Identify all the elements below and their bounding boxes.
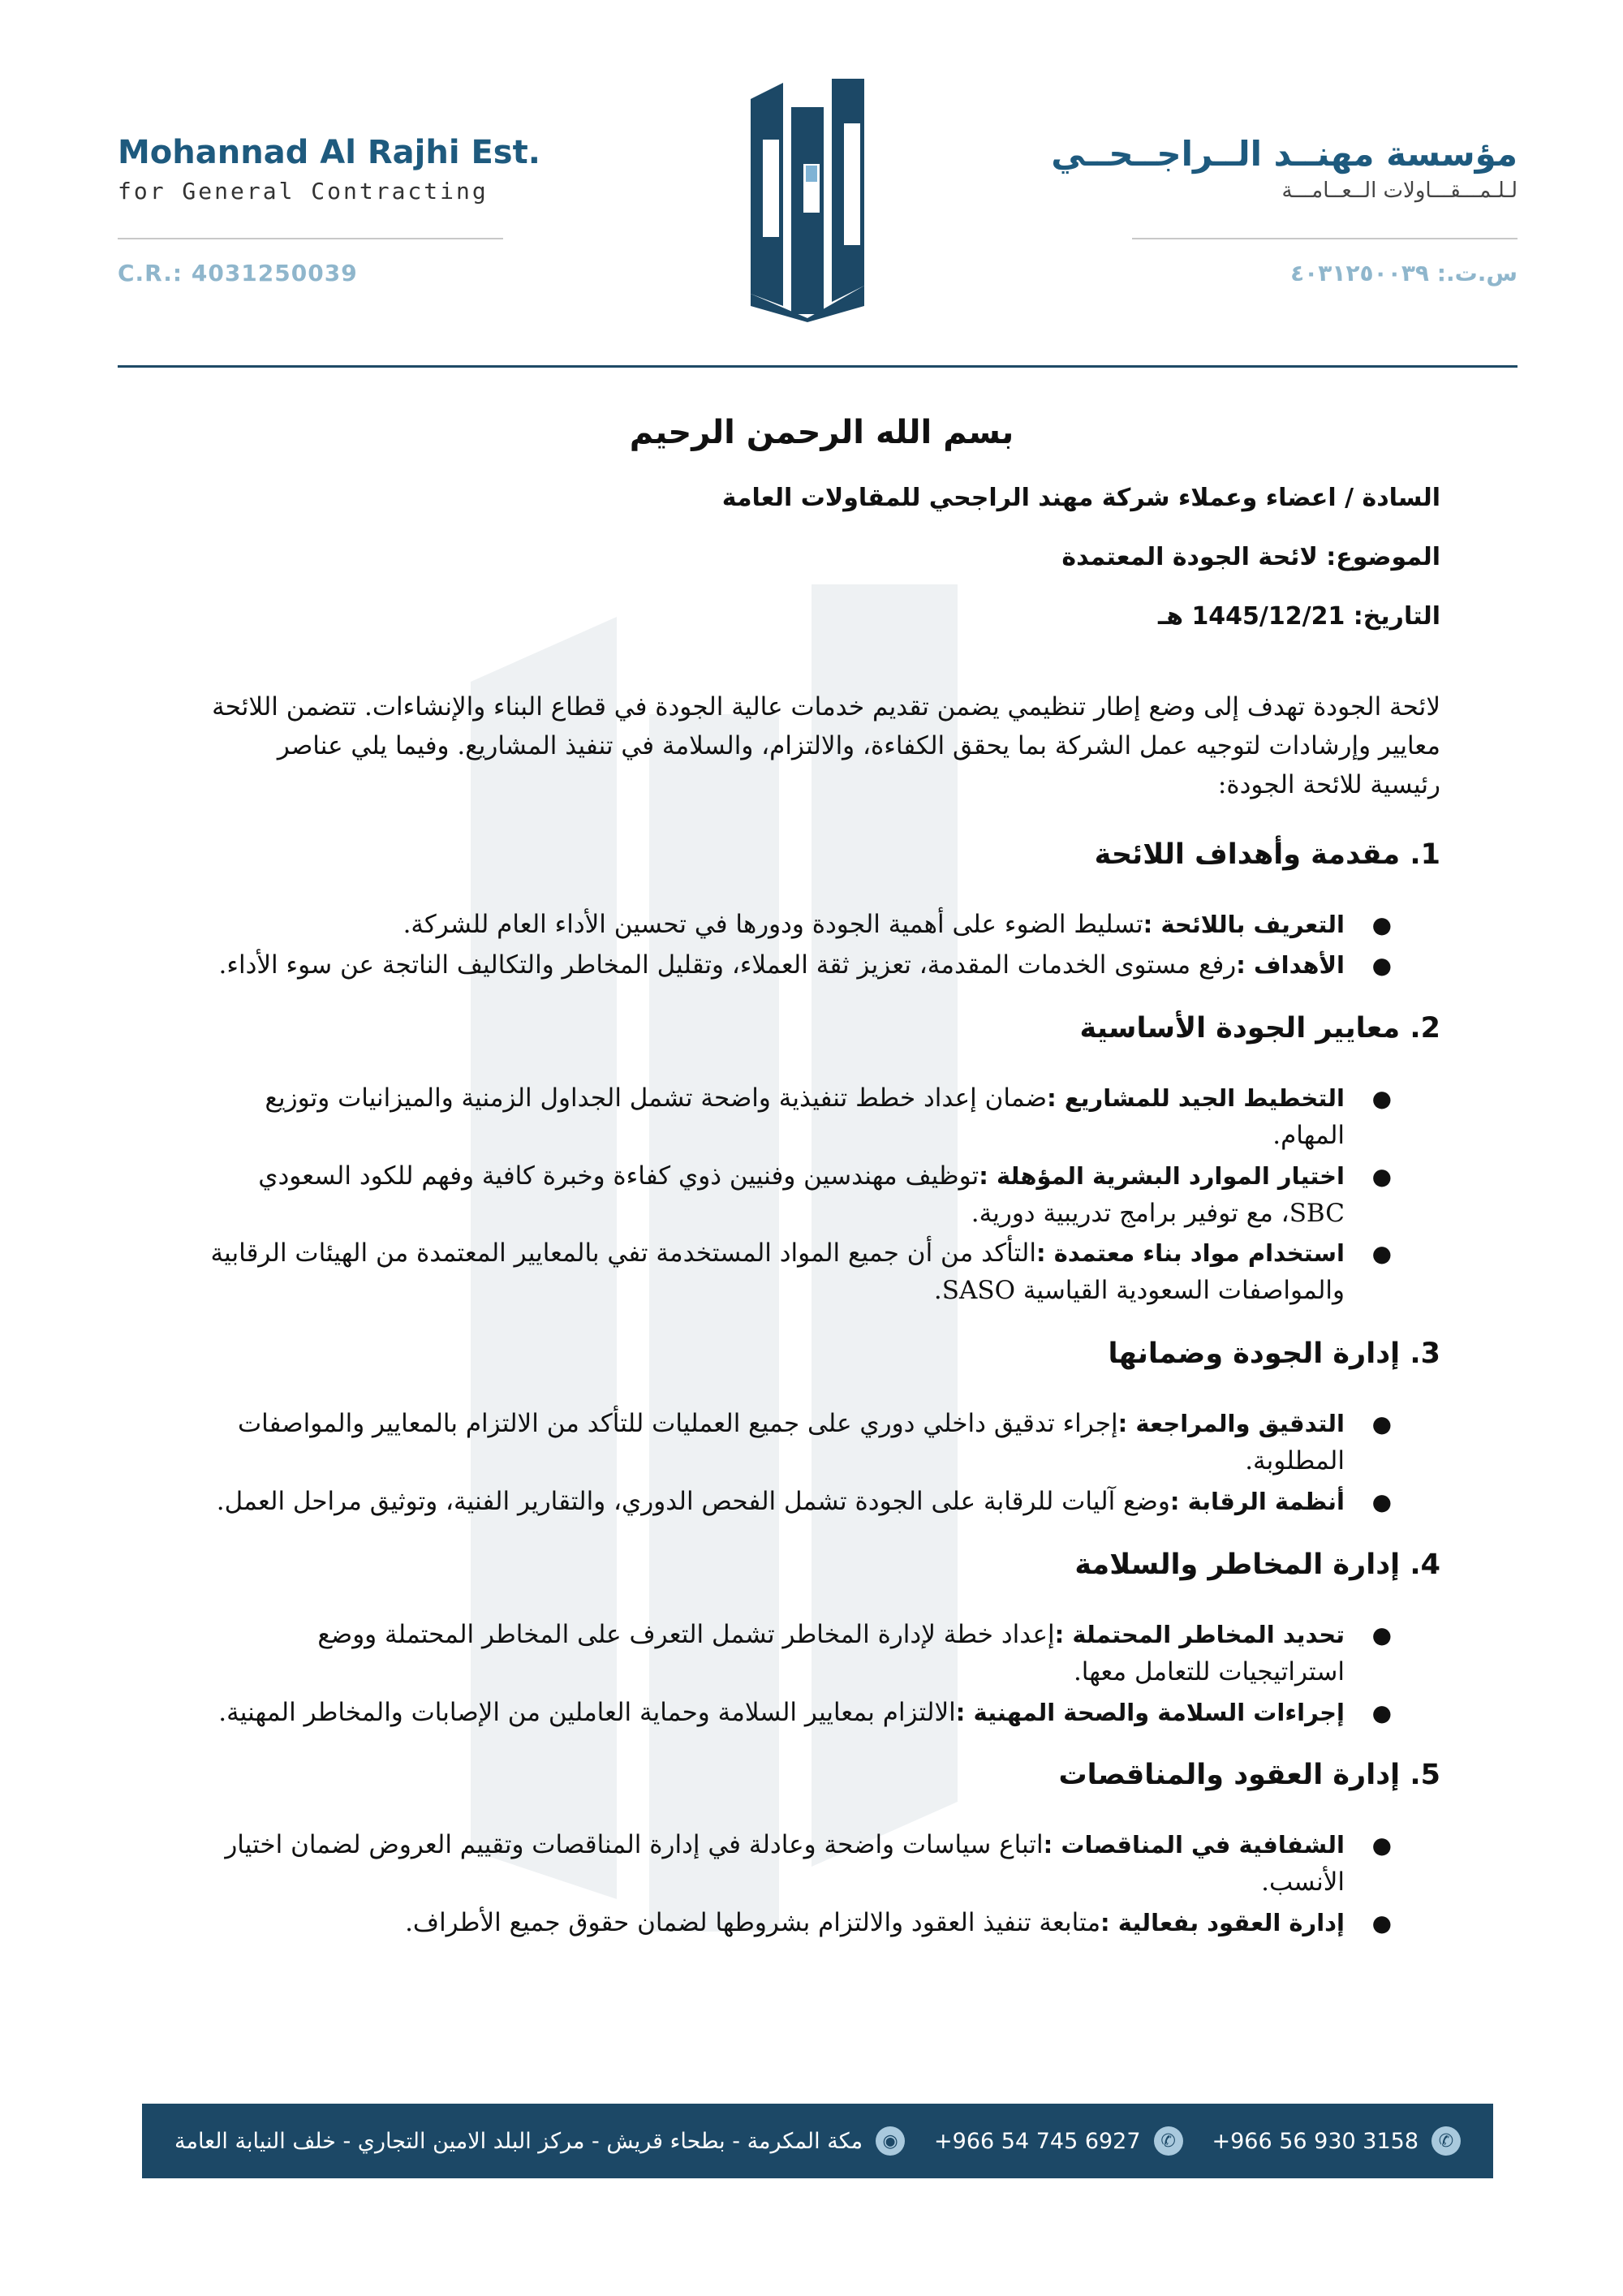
item-label: الشفافية في المناقصات (1061, 1831, 1345, 1859)
section-list (203, 1080, 1440, 1310)
item-text: وضع آليات للرقابة على الجودة تشمل الفحص الدوري، والتقارير الفنية، وتوثيق مراحل العمل. (216, 1486, 1170, 1516)
bullet-icon: ● (1371, 911, 1392, 939)
footer-address[interactable] (174, 2126, 905, 2156)
basmala-heading: بسم الله الرحمن الرحيم (629, 414, 1014, 451)
header-divider-right (1132, 238, 1518, 239)
header-separator-line (118, 365, 1518, 368)
bullet-icon: ● (1371, 1411, 1392, 1438)
date-line: التاريخ: 1445/12/21 هـ (1157, 602, 1440, 631)
list-item (203, 947, 1392, 984)
footer-address-text: مكة المكرمة - بطحاء قريش - مركز البلد الامين التجاري - خلف النيابة العامة (174, 2128, 863, 2154)
item-label: إجراءات السلامة والصحة المهنية (973, 1698, 1345, 1726)
item-text: ضمان إعداد خطط تنفيذية واضحة تشمل الجداول الزمنية والميزانيات وتوزيع المهام. (265, 1083, 1345, 1150)
bullet-icon: ● (1371, 1621, 1392, 1648)
bullet-icon: ● (1371, 952, 1392, 980)
section-title: 1. مقدمة وأهداف اللائحة (1094, 838, 1440, 872)
item-text: تسليط الضوء على أهمية الجودة ودورها في تحسين الأداء العام للشركة. (403, 910, 1143, 940)
commercial-register-english: C.R.: 4031250039 (118, 260, 358, 286)
company-name-english: Mohannad Al Rajhi Est. (118, 134, 540, 171)
header-divider-left (118, 238, 503, 239)
item-label: الأهداف (1253, 951, 1345, 980)
phone-icon: ✆ (1154, 2126, 1183, 2156)
item-label-separator: : (1143, 911, 1161, 939)
commercial-register-arabic: س.ت.: ٤٠٣١٢٥٠٠٣٩ (1290, 260, 1518, 286)
section-list (203, 1406, 1440, 1521)
list-item (203, 1695, 1392, 1732)
section-list (203, 907, 1440, 984)
item-label-separator: : (1236, 951, 1254, 980)
item-text: توظيف مهندسين وفنيين ذوي كفاءة وخبرة كافية وفهم للكود السعودي SBC، مع توفير برامج تدريبية دورية. (258, 1161, 1345, 1228)
list-item (203, 1406, 1392, 1480)
header-english-block (118, 134, 540, 286)
item-label: أنظمة الرقابة (1187, 1487, 1345, 1515)
item-label-separator: : (1043, 1831, 1061, 1859)
bullet-icon: ● (1371, 1488, 1392, 1515)
list-item (203, 907, 1392, 944)
list-item (203, 1484, 1392, 1521)
footer-phone-2[interactable] (934, 2126, 1183, 2156)
item-label-separator: : (1054, 1620, 1073, 1648)
sections-container (203, 838, 1440, 1942)
item-text: الالتزام بمعايير السلامة وحماية العاملين من الإصابات والمخاطر المهنية. (218, 1697, 956, 1727)
company-subtitle-arabic: لـلـمـــقـــاولات الــعــامـــة (1281, 179, 1518, 203)
company-subtitle-english: for General Contracting (118, 178, 489, 205)
item-label: استخدام مواد بناء معتمدة (1053, 1239, 1345, 1268)
company-name-arabic: مؤسسة مهنــد الــراجــحــي (1051, 134, 1518, 174)
bullet-icon: ● (1371, 1832, 1392, 1859)
footer-bar (142, 2104, 1493, 2178)
location-pin-icon: ◉ (876, 2126, 905, 2156)
item-text: متابعة تنفيذ العقود والالتزام بشروطها لضمان حقوق جميع الأطراف. (405, 1908, 1101, 1938)
item-label-separator: : (1100, 1909, 1118, 1937)
item-label-separator: : (1035, 1239, 1054, 1268)
section-list (203, 1827, 1440, 1942)
item-text: إعداد خطة لإدارة المخاطر تشمل التعرف على المخاطر المحتملة ووضع استراتيجيات للتعامل معها. (317, 1619, 1345, 1686)
item-label-separator: : (979, 1161, 997, 1190)
list-item (203, 1158, 1392, 1233)
item-text: رفع مستوى الخدمات المقدمة، تعزيز ثقة العملاء، وتقليل المخاطر والتكاليف الناتجة عن سوء الأداء. (218, 950, 1237, 980)
header-arabic-block (1051, 134, 1518, 286)
list-item (203, 1827, 1392, 1902)
footer-phone-1[interactable] (1212, 2126, 1461, 2156)
section-title: 5. إدارة العقود والمناقصات (1058, 1759, 1440, 1792)
letter-body (203, 406, 1440, 1945)
list-item (203, 1617, 1392, 1691)
bullet-icon: ● (1371, 1240, 1392, 1268)
item-label-separator: : (955, 1698, 974, 1726)
recipient-line: السادة / اعضاء وعملاء شركة مهند الراجحي للمقاولات العامة (721, 484, 1440, 512)
bullet-icon: ● (1371, 1910, 1392, 1937)
list-item (203, 1080, 1392, 1155)
phone-icon: ✆ (1431, 2126, 1461, 2156)
item-label-separator: : (1117, 1410, 1136, 1438)
company-logo (743, 75, 885, 322)
item-label: التدقيق والمراجعة (1135, 1410, 1345, 1438)
subject-line: الموضوع: لائحة الجودة المعتمدة (1061, 543, 1440, 571)
item-label: التعريف باللائحة (1160, 911, 1345, 939)
footer-phone-1-text: +966 56 930 3158 (1212, 2128, 1419, 2154)
bullet-icon: ● (1371, 1699, 1392, 1726)
list-item (203, 1235, 1392, 1310)
section-title: 3. إدارة الجودة وضمانها (1108, 1338, 1440, 1371)
item-label: تحديد المخاطر المحتملة (1072, 1620, 1345, 1648)
section-title: 2. معايير الجودة الأساسية (1079, 1011, 1440, 1045)
item-text: التأكد من أن جميع المواد المستخدمة تفي بالمعايير المعتمدة من الهيئات الرقابية والمواصفات السعودية القياسية SASO. (210, 1238, 1345, 1306)
bullet-icon: ● (1371, 1162, 1392, 1190)
item-text: إجراء تدقيق داخلي دوري على جميع العمليات للتأكد من الالتزام بالمعايير والمواصفات المطلوبة. (237, 1409, 1345, 1476)
item-label-separator: : (1047, 1083, 1065, 1112)
item-label: التخطيط الجيد للمشاريع (1064, 1083, 1345, 1112)
item-label-separator: : (1169, 1487, 1188, 1515)
list-item (203, 1905, 1392, 1942)
item-label: إدارة العقود بفعالية (1117, 1909, 1345, 1937)
item-label: اختيار الموارد البشرية المؤهلة (996, 1161, 1345, 1190)
item-text: اتباع سياسات واضحة وعادلة في إدارة المناقصات وتقييم العروض لضمان اختيار الأنسب. (225, 1830, 1345, 1898)
bullet-icon: ● (1371, 1084, 1392, 1112)
footer-phone-2-text: +966 54 745 6927 (934, 2128, 1141, 2154)
intro-paragraph: لائحة الجودة تهدف إلى وضع إطار تنظيمي يضمن تقديم خدمات عالية الجودة في قطاع البناء والإنشاءات. تتضمن اللائحة معايير وإرشادات لتوجيه عمل الشركة بما يحقق الكفاءة، والالتزام، والسلامة في تنفيذ المشاريع. وفيما يلي عناصر رئيسية للائحة الجودة: (212, 692, 1440, 800)
section-title: 4. إدارة المخاطر والسلامة (1074, 1548, 1440, 1581)
section-list (203, 1617, 1440, 1732)
